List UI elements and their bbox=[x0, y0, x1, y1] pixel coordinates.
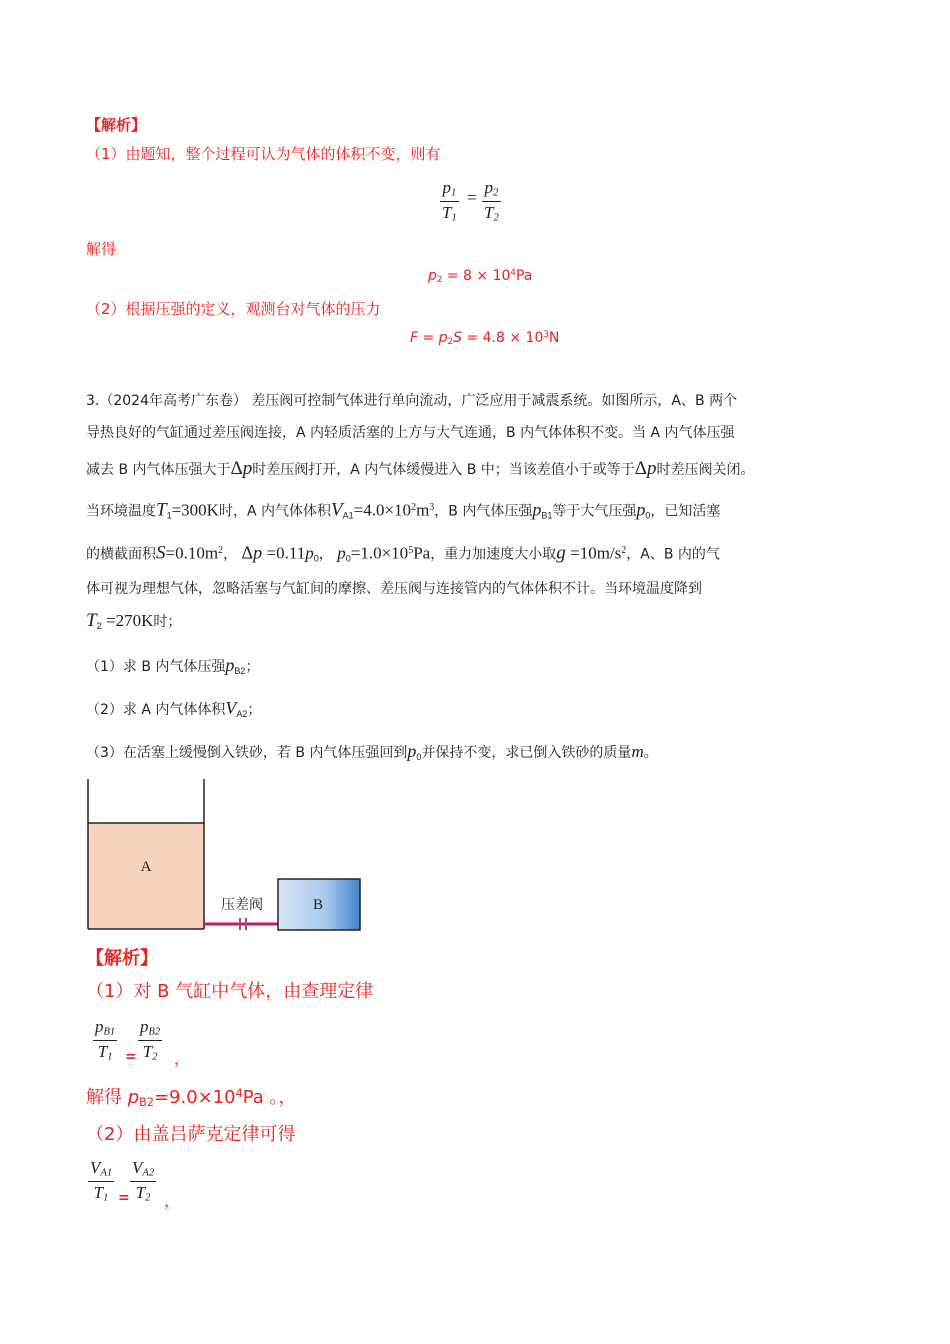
question-line-6: 体可视为理想气体，忽略活塞与气缸间的摩擦、差压阀与连接管内的气体体积不计。当环境温度降到 bbox=[86, 581, 702, 597]
subquestion-1: （1）求 B 内气体压强$p_{B2}$； bbox=[86, 655, 260, 676]
question-line-7: $T_2 =270K$时； bbox=[86, 610, 182, 631]
result-pb2: 解得 $p_{B2}=9.0\times 10^4Pa$ 。， bbox=[86, 1086, 297, 1109]
question-line-4: 当环境温度$T_1=300K$时，A 内气体体积$V_{A1}=4.0\times 10^2m^3$，B 内气体压强$p_{B1}$等于大气压强$p_0$，已知活塞 bbox=[86, 499, 721, 521]
question-line-3: 减去 B 内气体压强大于Δp时差压阀打开，A 内气体缓慢进入 B 中；当该差值小于或等于Δp时差压阀关闭。 bbox=[86, 458, 755, 479]
solution2-step-1: （1）对 B 气缸中气体，由查理定律 bbox=[86, 981, 374, 1002]
solution-step-2: （2）根据压强的定义，观测台对气体的压力 bbox=[86, 300, 381, 318]
solution-step-1: （1）由题知，整个过程可认为气体的体积不变，则有 bbox=[86, 145, 441, 163]
question-line-5: 的横截面积$S=0.10m^2$， $\Delta p =0.11p_0$， $p_0=1.0\times 10^5Pa$，重力加速度大小取$g =10m/s^2$，A、B 内的气 bbox=[86, 542, 720, 564]
cylinder-figure bbox=[80, 775, 370, 940]
label-b: B bbox=[312, 897, 324, 913]
result-force: $F = p_2S = 4.8 \times 10^3N$ bbox=[410, 330, 560, 348]
connecting-pipe bbox=[204, 918, 278, 930]
valve-label: 压差阀 bbox=[221, 897, 263, 913]
solution-header-1: 【解析】 bbox=[86, 116, 147, 134]
solve-label-1: 解得 bbox=[86, 240, 117, 258]
subquestion-2: （2）求 A 内气体体积$V_{A2}$； bbox=[86, 698, 262, 719]
subquestion-3: （3）在活塞上缓慢倒入铁砂，若 B 内气体压强回到$p_0$并保持不变，求已倒入铁砂的质量m。 bbox=[86, 741, 658, 762]
question-line-2: 导热良好的气缸通过差压阀连接，A 内轻质活塞的上方与大气连通，B 内气体体积不变。当 A 内气体压强 bbox=[86, 425, 735, 441]
solution-header-2: 【解析】 bbox=[86, 948, 158, 969]
cylinder-a bbox=[88, 779, 204, 929]
solution2-step-2: （2）由盖吕萨克定律可得 bbox=[86, 1124, 296, 1145]
result-p2: $p_2 = 8 \times 10^4Pa$ bbox=[428, 268, 533, 286]
question-line-1: 3.（2024年高考广东卷） 差压阀可控制气体进行单向流动，广泛应用于减震系统。如图所示，A、B 两个 bbox=[86, 393, 738, 409]
label-a: A bbox=[140, 859, 152, 875]
